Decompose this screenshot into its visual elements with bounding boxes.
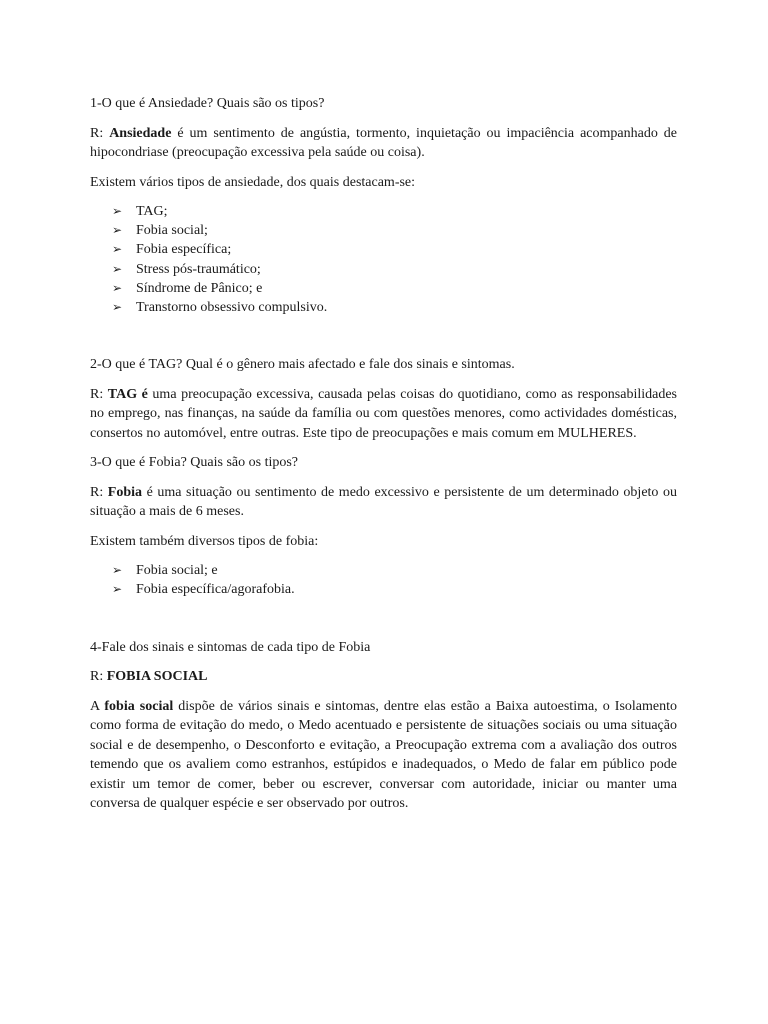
list-item: ➢ TAG;	[112, 202, 677, 221]
list-item: ➢ Fobia social;	[112, 221, 677, 240]
answer-prefix: R:	[90, 386, 108, 402]
answer-text: é uma situação ou sentimento de medo excessivo e persistente de um determinado objeto ou situação a mais de 6 meses.	[90, 484, 677, 520]
arrow-bullet-icon: ➢	[112, 300, 123, 315]
document-page	[90, 94, 677, 824]
paragraph-term: fobia social	[104, 698, 174, 714]
arrow-bullet-icon: ➢	[112, 204, 123, 218]
answer-prefix: R:	[90, 125, 110, 141]
list-item: ➢ Transtorno obsessivo compulsivo.	[112, 298, 677, 317]
list-item: ➢ Síndrome de Pânico; e	[112, 279, 677, 298]
spacer	[90, 610, 677, 638]
spacer	[90, 327, 677, 355]
arrow-bullet-icon: ➢	[112, 223, 123, 238]
answer-term: TAG é	[107, 386, 148, 402]
list-item: ➢ Fobia específica;	[112, 240, 677, 259]
arrow-bullet-icon: ➢	[112, 563, 123, 578]
answer-1	[90, 124, 677, 163]
paragraph-text: dispõe de vários sinais e sintomas, dentre elas estão a Baixa autoestima, o Isolamento como forma de evitação do medo, o Medo acentuado e persistente de situações sociais ou uma situação social e de desempenho, o Desconforto e evitação, a Preocupação extrema com a avaliação dos outros temendo que os avaliem como estranhos, estúpidos e inadequados, o Medo de falar em público pode existir um temor de comer, beber ou escrever, conversar com autoridade, iniciar ou manter uma conversa de qualquer espécie e ser observado por outros.	[90, 698, 677, 812]
answer-term: Fobia	[107, 484, 143, 500]
phobia-types-list	[90, 561, 677, 599]
list-item: ➢ Stress pós-traumático;	[112, 260, 677, 279]
answer-text: uma preocupação excessiva, causada pelas coisas do quotidiano, como as responsabilidades no emprego, nas finanças, na saúde da família ou com questões menores, como actividades domésticas, consertos no automóvel, entre outras. Este tipo de preocupações e mais comum em MULHERES.	[90, 386, 677, 441]
answer-prefix: R:	[90, 484, 108, 500]
question-3: 3-O que é Fobia? Quais são os tipos?	[90, 455, 299, 471]
answer-3	[90, 483, 677, 522]
arrow-bullet-icon: ➢	[112, 261, 123, 276]
question-2: 2-O que é TAG? Qual é o gênero mais afectado e fale dos sinais e sintomas.	[90, 357, 515, 373]
phobia-types-intro: Existem também diversos tipos de fobia:	[90, 533, 319, 549]
question-4: 4-Fale dos sinais e sintomas de cada tipo de Fobia	[90, 639, 371, 655]
anxiety-types-intro: Existem vários tipos de ansiedade, dos quais destacam-se:	[90, 174, 416, 190]
list-item: ➢ Fobia social; e	[112, 561, 677, 580]
question-1: 1-O que é Ansiedade? Quais são os tipos?	[90, 96, 325, 111]
social-phobia-paragraph: A fobia social dispõe de vários sinais e sintomas, dentre elas estão a Baixa autoestima, o Isolamento como forma de evitação do medo, o Medo acentuado e persistente de situações sociais ou uma situação social e de desempenho, o Desconforto e evitação, a Preocupação extrema com a avaliação dos outros temendo que os avaliem como estranhos, estúpidos e inadequados, o Medo de falar em público pode existir um temor de comer, beber ou escrever, conversar com autoridade, iniciar ou manter uma conversa de qualquer espécie e ser observado por outros.	[90, 698, 677, 812]
arrow-bullet-icon: ➢	[112, 242, 123, 257]
answer-term: Ansiedade	[109, 125, 172, 141]
list-item: ➢ Fobia específica/agorafobia.	[112, 580, 677, 599]
arrow-bullet-icon: ➢	[112, 280, 123, 295]
section-heading: FOBIA SOCIAL	[106, 669, 208, 685]
answer-4-heading	[90, 667, 677, 687]
answer-text: é um sentimento de angústia, tormento, inquietação ou impaciência acompanhado de hipocondriase (preocupação excessiva pela saúde ou coisa).	[90, 125, 677, 160]
answer-2	[90, 385, 677, 444]
answer-prefix: R:	[90, 669, 107, 685]
anxiety-types-list	[90, 202, 677, 317]
arrow-bullet-icon: ➢	[112, 582, 123, 597]
